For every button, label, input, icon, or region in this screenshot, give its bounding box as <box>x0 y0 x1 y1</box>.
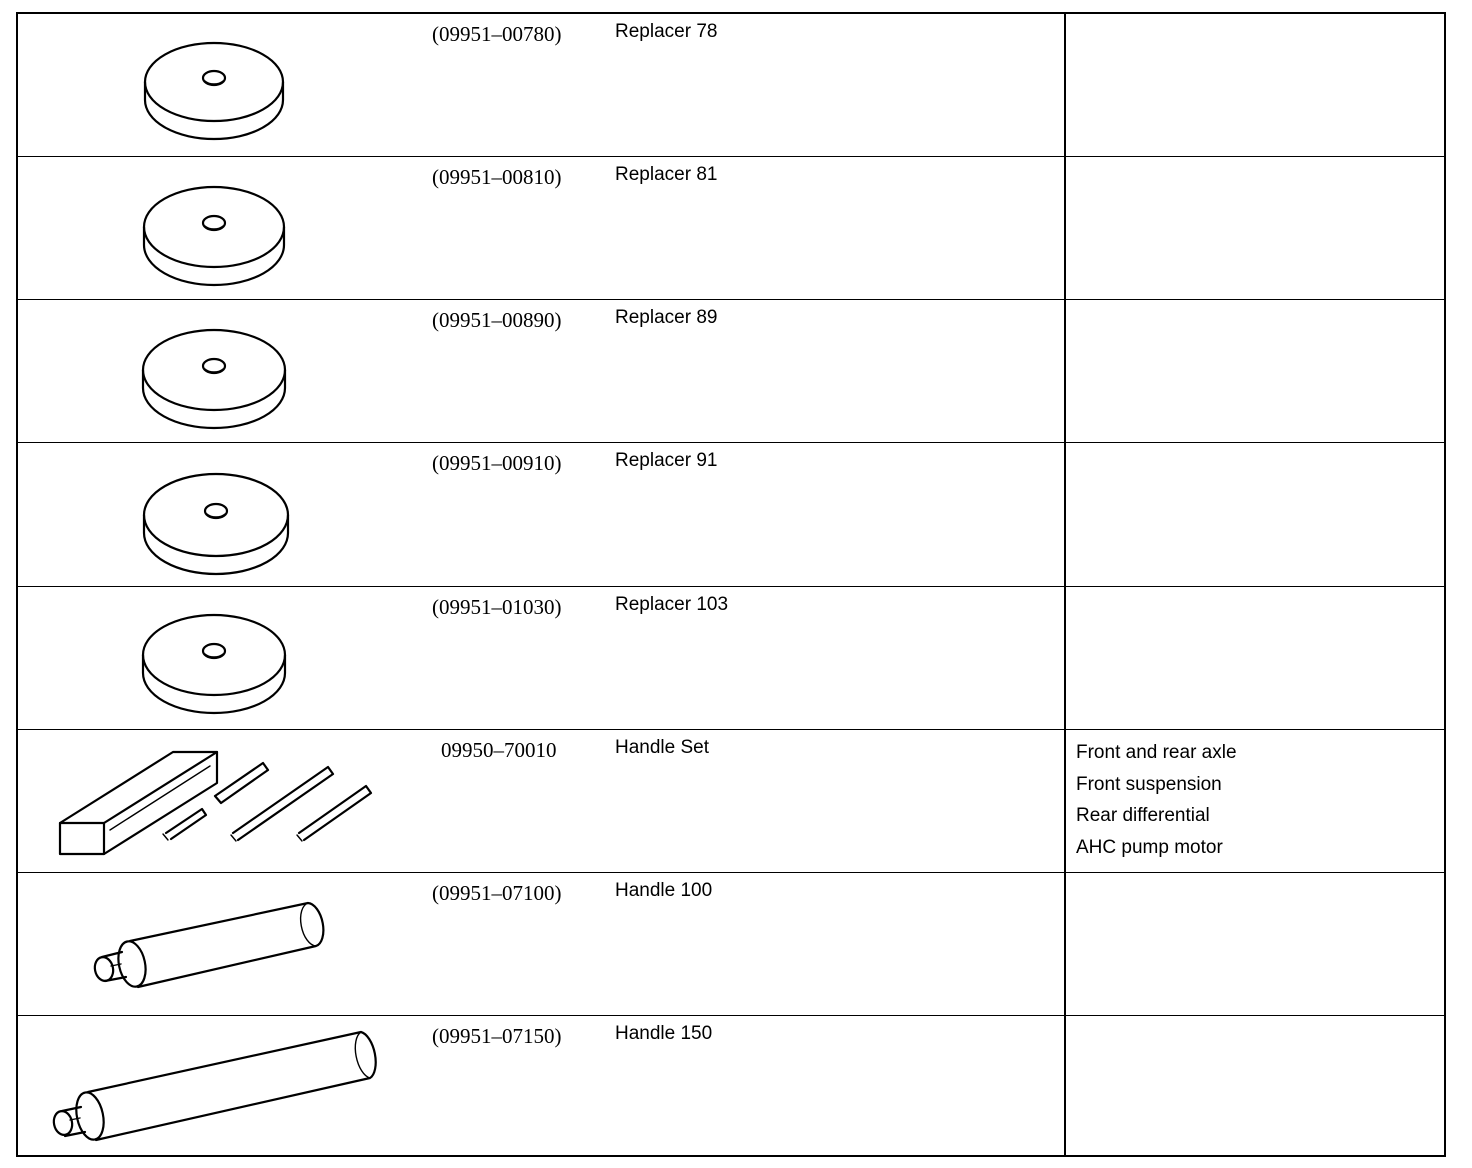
tool-name: Replacer 89 <box>615 307 718 328</box>
tool-row <box>18 1015 1444 1157</box>
part-number: 09950–70010 <box>441 738 557 762</box>
tool-name: Handle 100 <box>615 880 713 901</box>
replacer-disc-icon <box>18 587 418 729</box>
application-item: Front and rear axle <box>1076 742 1237 763</box>
tool-row <box>18 729 1444 872</box>
handle-100-icon <box>18 873 418 1015</box>
tool-name: Handle Set <box>615 737 710 758</box>
part-number: (09951–00910) <box>432 451 562 475</box>
tool-row <box>18 586 1444 729</box>
part-number: (09951–00780) <box>432 22 562 46</box>
application-item: AHC pump motor <box>1076 836 1223 858</box>
tool-name: Handle 150 <box>615 1023 713 1044</box>
tool-row <box>18 156 1444 299</box>
tool-name: Replacer 103 <box>615 594 729 615</box>
tool-row <box>18 442 1444 586</box>
application-item: Rear differential <box>1076 805 1210 826</box>
part-number: (09951–00810) <box>432 165 562 189</box>
handle-150-icon <box>18 1016 418 1158</box>
tool-row <box>18 872 1444 1015</box>
tool-row <box>18 299 1444 442</box>
application-item: Front suspension <box>1076 773 1222 795</box>
handle-set-case-icon <box>18 730 418 872</box>
part-number: (09951–07100) <box>432 881 562 905</box>
replacer-disc-icon <box>18 157 418 299</box>
part-number: (09951–07150) <box>432 1024 562 1048</box>
tool-name: Replacer 78 <box>615 21 718 42</box>
replacer-disc-icon <box>18 300 418 442</box>
tool-row <box>18 14 1444 157</box>
part-number: (09951–00890) <box>432 308 562 332</box>
tool-name: Replacer 91 <box>615 450 718 471</box>
special-tools-table <box>16 12 1446 1157</box>
replacer-disc-icon <box>18 443 418 585</box>
replacer-disc-icon <box>18 14 418 156</box>
application-list <box>1076 737 1237 863</box>
part-number: (09951–01030) <box>432 595 562 619</box>
tool-name: Replacer 81 <box>615 164 718 185</box>
